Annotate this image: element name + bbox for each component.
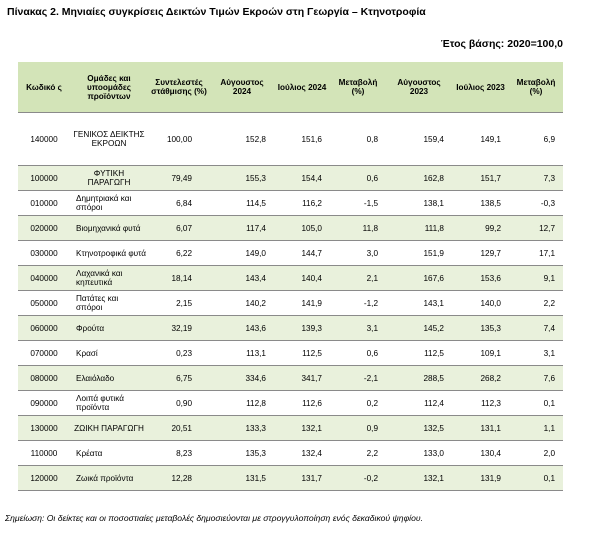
cell-jul24: 151,6 xyxy=(274,113,330,166)
cell-aug24: 113,1 xyxy=(210,341,274,366)
cell-group: Ζωικά προϊόντα xyxy=(70,466,148,491)
header-change-2023: Μεταβολή (%) xyxy=(509,62,563,113)
cell-weight: 20,51 xyxy=(148,416,210,441)
cell-code: 070000 xyxy=(18,341,70,366)
cell-aug23: 162,8 xyxy=(386,166,452,191)
cell-aug24: 131,5 xyxy=(210,466,274,491)
cell-weight: 6,07 xyxy=(148,216,210,241)
cell-group: ΖΩΙΚΗ ΠΑΡΑΓΩΓΗ xyxy=(70,416,148,441)
cell-jul23: 149,1 xyxy=(452,113,509,166)
cell-jul24: 140,4 xyxy=(274,266,330,291)
cell-aug23: 132,5 xyxy=(386,416,452,441)
cell-weight: 0,23 xyxy=(148,341,210,366)
table-row xyxy=(18,466,563,491)
cell-jul24: 141,9 xyxy=(274,291,330,316)
header-change-2024: Μεταβολή (%) xyxy=(330,62,386,113)
header-aug-2023: Αύγουστος 2023 xyxy=(386,62,452,113)
cell-jul24: 341,7 xyxy=(274,366,330,391)
cell-group: Κρέατα xyxy=(70,441,148,466)
cell-aug23: 167,6 xyxy=(386,266,452,291)
cell-aug24: 334,6 xyxy=(210,366,274,391)
cell-chg24: 0,2 xyxy=(330,391,386,416)
cell-aug24: 143,4 xyxy=(210,266,274,291)
table-row xyxy=(18,291,563,316)
cell-aug24: 112,8 xyxy=(210,391,274,416)
table-row xyxy=(18,416,563,441)
cell-jul23: 130,4 xyxy=(452,441,509,466)
price-index-table xyxy=(18,62,563,491)
cell-jul23: 109,1 xyxy=(452,341,509,366)
cell-group: Ελαιόλαδο xyxy=(70,366,148,391)
cell-chg24: -2,1 xyxy=(330,366,386,391)
cell-chg24: -1,2 xyxy=(330,291,386,316)
table-row xyxy=(18,391,563,416)
cell-code: 050000 xyxy=(18,291,70,316)
cell-weight: 12,28 xyxy=(148,466,210,491)
header-code: Κωδικό ς xyxy=(18,62,70,113)
cell-aug24: 149,0 xyxy=(210,241,274,266)
cell-aug24: 143,6 xyxy=(210,316,274,341)
cell-jul23: 99,2 xyxy=(452,216,509,241)
cell-jul23: 135,3 xyxy=(452,316,509,341)
cell-jul24: 112,6 xyxy=(274,391,330,416)
cell-chg24: 11,8 xyxy=(330,216,386,241)
cell-chg23: 1,1 xyxy=(509,416,563,441)
header-aug-2024: Αύγουστος 2024 xyxy=(210,62,274,113)
header-row xyxy=(18,62,563,113)
cell-code: 120000 xyxy=(18,466,70,491)
cell-group: Βιομηχανικά φυτά xyxy=(70,216,148,241)
cell-chg24: -1,5 xyxy=(330,191,386,216)
header-group: Ομάδες και υποομάδες προϊόντων xyxy=(70,62,148,113)
cell-jul23: 138,5 xyxy=(452,191,509,216)
cell-weight: 6,84 xyxy=(148,191,210,216)
cell-group: Κτηνοτροφικά φυτά xyxy=(70,241,148,266)
cell-chg24: 0,8 xyxy=(330,113,386,166)
cell-jul23: 129,7 xyxy=(452,241,509,266)
cell-chg24: 2,1 xyxy=(330,266,386,291)
table-row xyxy=(18,441,563,466)
cell-weight: 18,14 xyxy=(148,266,210,291)
cell-jul23: 151,7 xyxy=(452,166,509,191)
cell-chg24: 2,2 xyxy=(330,441,386,466)
cell-chg23: 0,1 xyxy=(509,391,563,416)
cell-chg23: 2,0 xyxy=(509,441,563,466)
cell-jul23: 140,0 xyxy=(452,291,509,316)
cell-chg23: -0,3 xyxy=(509,191,563,216)
cell-weight: 8,23 xyxy=(148,441,210,466)
cell-group: Λοιπά φυτικά προϊόντα xyxy=(70,391,148,416)
cell-code: 110000 xyxy=(18,441,70,466)
cell-jul23: 131,1 xyxy=(452,416,509,441)
cell-weight: 6,75 xyxy=(148,366,210,391)
cell-aug23: 138,1 xyxy=(386,191,452,216)
cell-chg23: 6,9 xyxy=(509,113,563,166)
table-row xyxy=(18,316,563,341)
cell-aug23: 111,8 xyxy=(386,216,452,241)
cell-group: Δημητριακά και σπόροι xyxy=(70,191,148,216)
table-title: Πίνακας 2. Μηνιαίες συγκρίσεις Δεικτών Τιμών Εκροών στη Γεωργία – Κτηνοτροφία xyxy=(7,6,426,18)
cell-group: ΦΥΤΙΚΗ ΠΑΡΑΓΩΓΗ xyxy=(70,166,148,191)
cell-weight: 79,49 xyxy=(148,166,210,191)
cell-aug24: 155,3 xyxy=(210,166,274,191)
header-jul-2024: Ιούλιος 2024 xyxy=(274,62,330,113)
cell-code: 010000 xyxy=(18,191,70,216)
cell-jul24: 132,4 xyxy=(274,441,330,466)
cell-jul24: 112,5 xyxy=(274,341,330,366)
cell-code: 030000 xyxy=(18,241,70,266)
cell-aug23: 112,5 xyxy=(386,341,452,366)
cell-group: ΓΕΝΙΚΟΣ ΔΕΙΚΤΗΣ ΕΚΡΟΩΝ xyxy=(70,113,148,166)
base-year-label: Έτος βάσης: 2020=100,0 xyxy=(440,38,563,50)
table-row xyxy=(18,366,563,391)
table-row xyxy=(18,191,563,216)
cell-jul23: 268,2 xyxy=(452,366,509,391)
table-row xyxy=(18,241,563,266)
cell-aug24: 117,4 xyxy=(210,216,274,241)
cell-chg24: 3,0 xyxy=(330,241,386,266)
cell-code: 080000 xyxy=(18,366,70,391)
cell-chg23: 7,6 xyxy=(509,366,563,391)
cell-aug23: 159,4 xyxy=(386,113,452,166)
cell-jul24: 139,3 xyxy=(274,316,330,341)
cell-code: 060000 xyxy=(18,316,70,341)
cell-aug23: 132,1 xyxy=(386,466,452,491)
cell-code: 140000 xyxy=(18,113,70,166)
cell-chg23: 0,1 xyxy=(509,466,563,491)
cell-aug24: 152,8 xyxy=(210,113,274,166)
cell-weight: 2,15 xyxy=(148,291,210,316)
table-row xyxy=(18,216,563,241)
cell-chg23: 7,3 xyxy=(509,166,563,191)
cell-chg24: 0,6 xyxy=(330,166,386,191)
cell-chg23: 7,4 xyxy=(509,316,563,341)
cell-aug23: 133,0 xyxy=(386,441,452,466)
cell-code: 100000 xyxy=(18,166,70,191)
cell-jul23: 112,3 xyxy=(452,391,509,416)
cell-chg24: 0,9 xyxy=(330,416,386,441)
cell-weight: 32,19 xyxy=(148,316,210,341)
cell-jul24: 154,4 xyxy=(274,166,330,191)
cell-weight: 0,90 xyxy=(148,391,210,416)
header-jul-2023: Ιούλιος 2023 xyxy=(452,62,509,113)
cell-group: Πατάτες και σπόροι xyxy=(70,291,148,316)
cell-code: 130000 xyxy=(18,416,70,441)
cell-chg23: 17,1 xyxy=(509,241,563,266)
cell-aug24: 114,5 xyxy=(210,191,274,216)
cell-chg23: 3,1 xyxy=(509,341,563,366)
cell-aug24: 140,2 xyxy=(210,291,274,316)
cell-aug23: 112,4 xyxy=(386,391,452,416)
cell-weight: 100,00 xyxy=(148,113,210,166)
cell-jul24: 116,2 xyxy=(274,191,330,216)
cell-aug24: 135,3 xyxy=(210,441,274,466)
cell-chg23: 9,1 xyxy=(509,266,563,291)
table-body xyxy=(18,113,563,491)
table-row xyxy=(18,341,563,366)
cell-code: 020000 xyxy=(18,216,70,241)
cell-jul24: 144,7 xyxy=(274,241,330,266)
cell-code: 040000 xyxy=(18,266,70,291)
cell-group: Κρασί xyxy=(70,341,148,366)
header-weight: Συντελεστές στάθμισης (%) xyxy=(148,62,210,113)
cell-chg23: 2,2 xyxy=(509,291,563,316)
cell-aug23: 151,9 xyxy=(386,241,452,266)
footnote: Σημείωση: Οι δείκτες και οι ποσοστιαίες μεταβολές δημοσιεύονται με στρογγυλοποίηση ενός δεκαδικού ψηφίου. xyxy=(5,513,423,523)
cell-aug23: 288,5 xyxy=(386,366,452,391)
cell-aug23: 143,1 xyxy=(386,291,452,316)
cell-aug23: 145,2 xyxy=(386,316,452,341)
cell-aug24: 133,3 xyxy=(210,416,274,441)
cell-jul24: 105,0 xyxy=(274,216,330,241)
cell-jul24: 132,1 xyxy=(274,416,330,441)
cell-jul23: 131,9 xyxy=(452,466,509,491)
cell-chg23: 12,7 xyxy=(509,216,563,241)
cell-weight: 6,22 xyxy=(148,241,210,266)
cell-jul24: 131,7 xyxy=(274,466,330,491)
table-row xyxy=(18,166,563,191)
cell-chg24: 3,1 xyxy=(330,316,386,341)
cell-code: 090000 xyxy=(18,391,70,416)
cell-chg24: 0,6 xyxy=(330,341,386,366)
table-row xyxy=(18,113,563,166)
cell-jul23: 153,6 xyxy=(452,266,509,291)
cell-chg24: -0,2 xyxy=(330,466,386,491)
table-row xyxy=(18,266,563,291)
cell-group: Φρούτα xyxy=(70,316,148,341)
cell-group: Λαχανικά και κηπευτικά xyxy=(70,266,148,291)
